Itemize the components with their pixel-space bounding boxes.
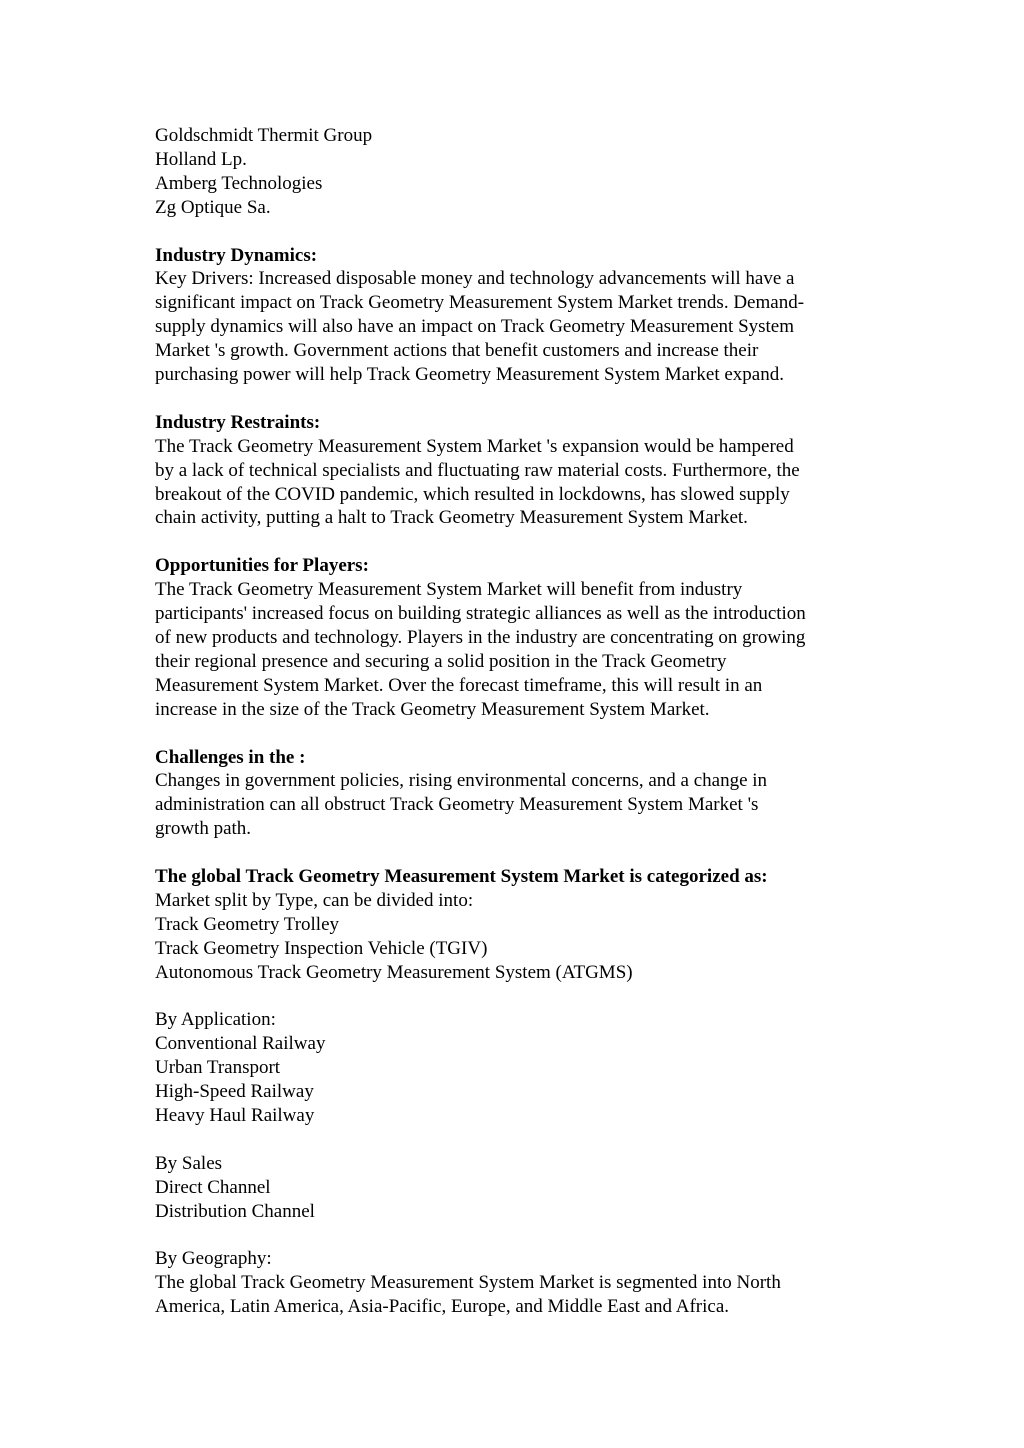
section-by-geography bbox=[155, 1247, 875, 1319]
paragraph-line: chain activity, putting a halt to Track Geometry Measurement System Market. bbox=[155, 507, 748, 529]
list-item: High-Speed Railway bbox=[155, 1081, 314, 1103]
section-industry-dynamics bbox=[155, 244, 875, 387]
section-heading: Industry Dynamics: bbox=[155, 244, 318, 266]
list-item: Urban Transport bbox=[155, 1057, 281, 1079]
paragraph-line: Measurement System Market. Over the forecast timeframe, this will result in an bbox=[155, 674, 763, 696]
section-heading: Challenges in the : bbox=[155, 746, 306, 768]
section-challenges bbox=[155, 746, 875, 842]
subsection-title: By Geography: bbox=[155, 1248, 272, 1270]
paragraph-line: Key Drivers: Increased disposable money and technology advancements will have a bbox=[155, 268, 795, 290]
section-industry-restraints bbox=[155, 411, 875, 531]
paragraph-line: Market 's growth. Government actions that benefit customers and increase their bbox=[155, 340, 759, 362]
document-page bbox=[155, 124, 875, 1319]
paragraph-line: of new products and technology. Players in the industry are concentrating on growing bbox=[155, 626, 806, 648]
section-heading: Opportunities for Players: bbox=[155, 555, 369, 577]
paragraph-line: supply dynamics will also have an impact on Track Geometry Measurement System bbox=[155, 316, 795, 338]
subsection-title: By Sales bbox=[155, 1152, 223, 1174]
subsection-title: By Application: bbox=[155, 1009, 276, 1031]
section-by-application bbox=[155, 1008, 875, 1128]
section-heading: The global Track Geometry Measurement System Market is categorized as: bbox=[155, 866, 768, 888]
paragraph-line: The global Track Geometry Measurement System Market is segmented into North bbox=[155, 1272, 781, 1294]
section-categorization bbox=[155, 865, 875, 985]
paragraph-line: significant impact on Track Geometry Measurement System Market trends. Demand- bbox=[155, 292, 805, 314]
list-item: Track Geometry Trolley bbox=[155, 913, 340, 935]
paragraph-line: Market split by Type, can be divided into: bbox=[155, 889, 474, 911]
paragraph-line: purchasing power will help Track Geometry Measurement System Market expand. bbox=[155, 364, 784, 386]
company-name: Goldschmidt Thermit Group bbox=[155, 125, 373, 146]
list-item: Autonomous Track Geometry Measurement System (ATGMS) bbox=[155, 961, 633, 983]
paragraph-line: their regional presence and securing a solid position in the Track Geometry bbox=[155, 650, 727, 672]
section-by-sales bbox=[155, 1152, 875, 1224]
paragraph-line: The Track Geometry Measurement System Market 's expansion would be hampered bbox=[155, 435, 794, 457]
paragraph-line: growth path. bbox=[155, 818, 252, 840]
paragraph-line: The Track Geometry Measurement System Market will benefit from industry bbox=[155, 579, 743, 601]
section-opportunities bbox=[155, 554, 875, 721]
paragraph-line: by a lack of technical specialists and fluctuating raw material costs. Furthermore, the bbox=[155, 459, 800, 481]
list-item: Heavy Haul Railway bbox=[155, 1105, 315, 1127]
list-item: Direct Channel bbox=[155, 1176, 271, 1198]
paragraph-line: America, Latin America, Asia-Pacific, Europe, and Middle East and Africa. bbox=[155, 1296, 730, 1318]
list-item: Conventional Railway bbox=[155, 1033, 326, 1055]
paragraph-line: increase in the size of the Track Geometry Measurement System Market. bbox=[155, 698, 710, 720]
company-list bbox=[155, 124, 875, 220]
company-name: Amberg Technologies bbox=[155, 172, 323, 194]
paragraph-line: breakout of the COVID pandemic, which resulted in lockdowns, has slowed supply bbox=[155, 483, 790, 505]
paragraph-line: administration can all obstruct Track Geometry Measurement System Market 's bbox=[155, 794, 759, 816]
company-name: Holland Lp. bbox=[155, 148, 247, 170]
list-item: Distribution Channel bbox=[155, 1200, 315, 1222]
paragraph-line: Changes in government policies, rising environmental concerns, and a change in bbox=[155, 770, 768, 792]
company-name: Zg Optique Sa. bbox=[155, 196, 271, 218]
list-item: Track Geometry Inspection Vehicle (TGIV) bbox=[155, 937, 488, 959]
section-heading: Industry Restraints: bbox=[155, 411, 321, 433]
paragraph-line: participants' increased focus on building strategic alliances as well as the introduction bbox=[155, 603, 806, 625]
